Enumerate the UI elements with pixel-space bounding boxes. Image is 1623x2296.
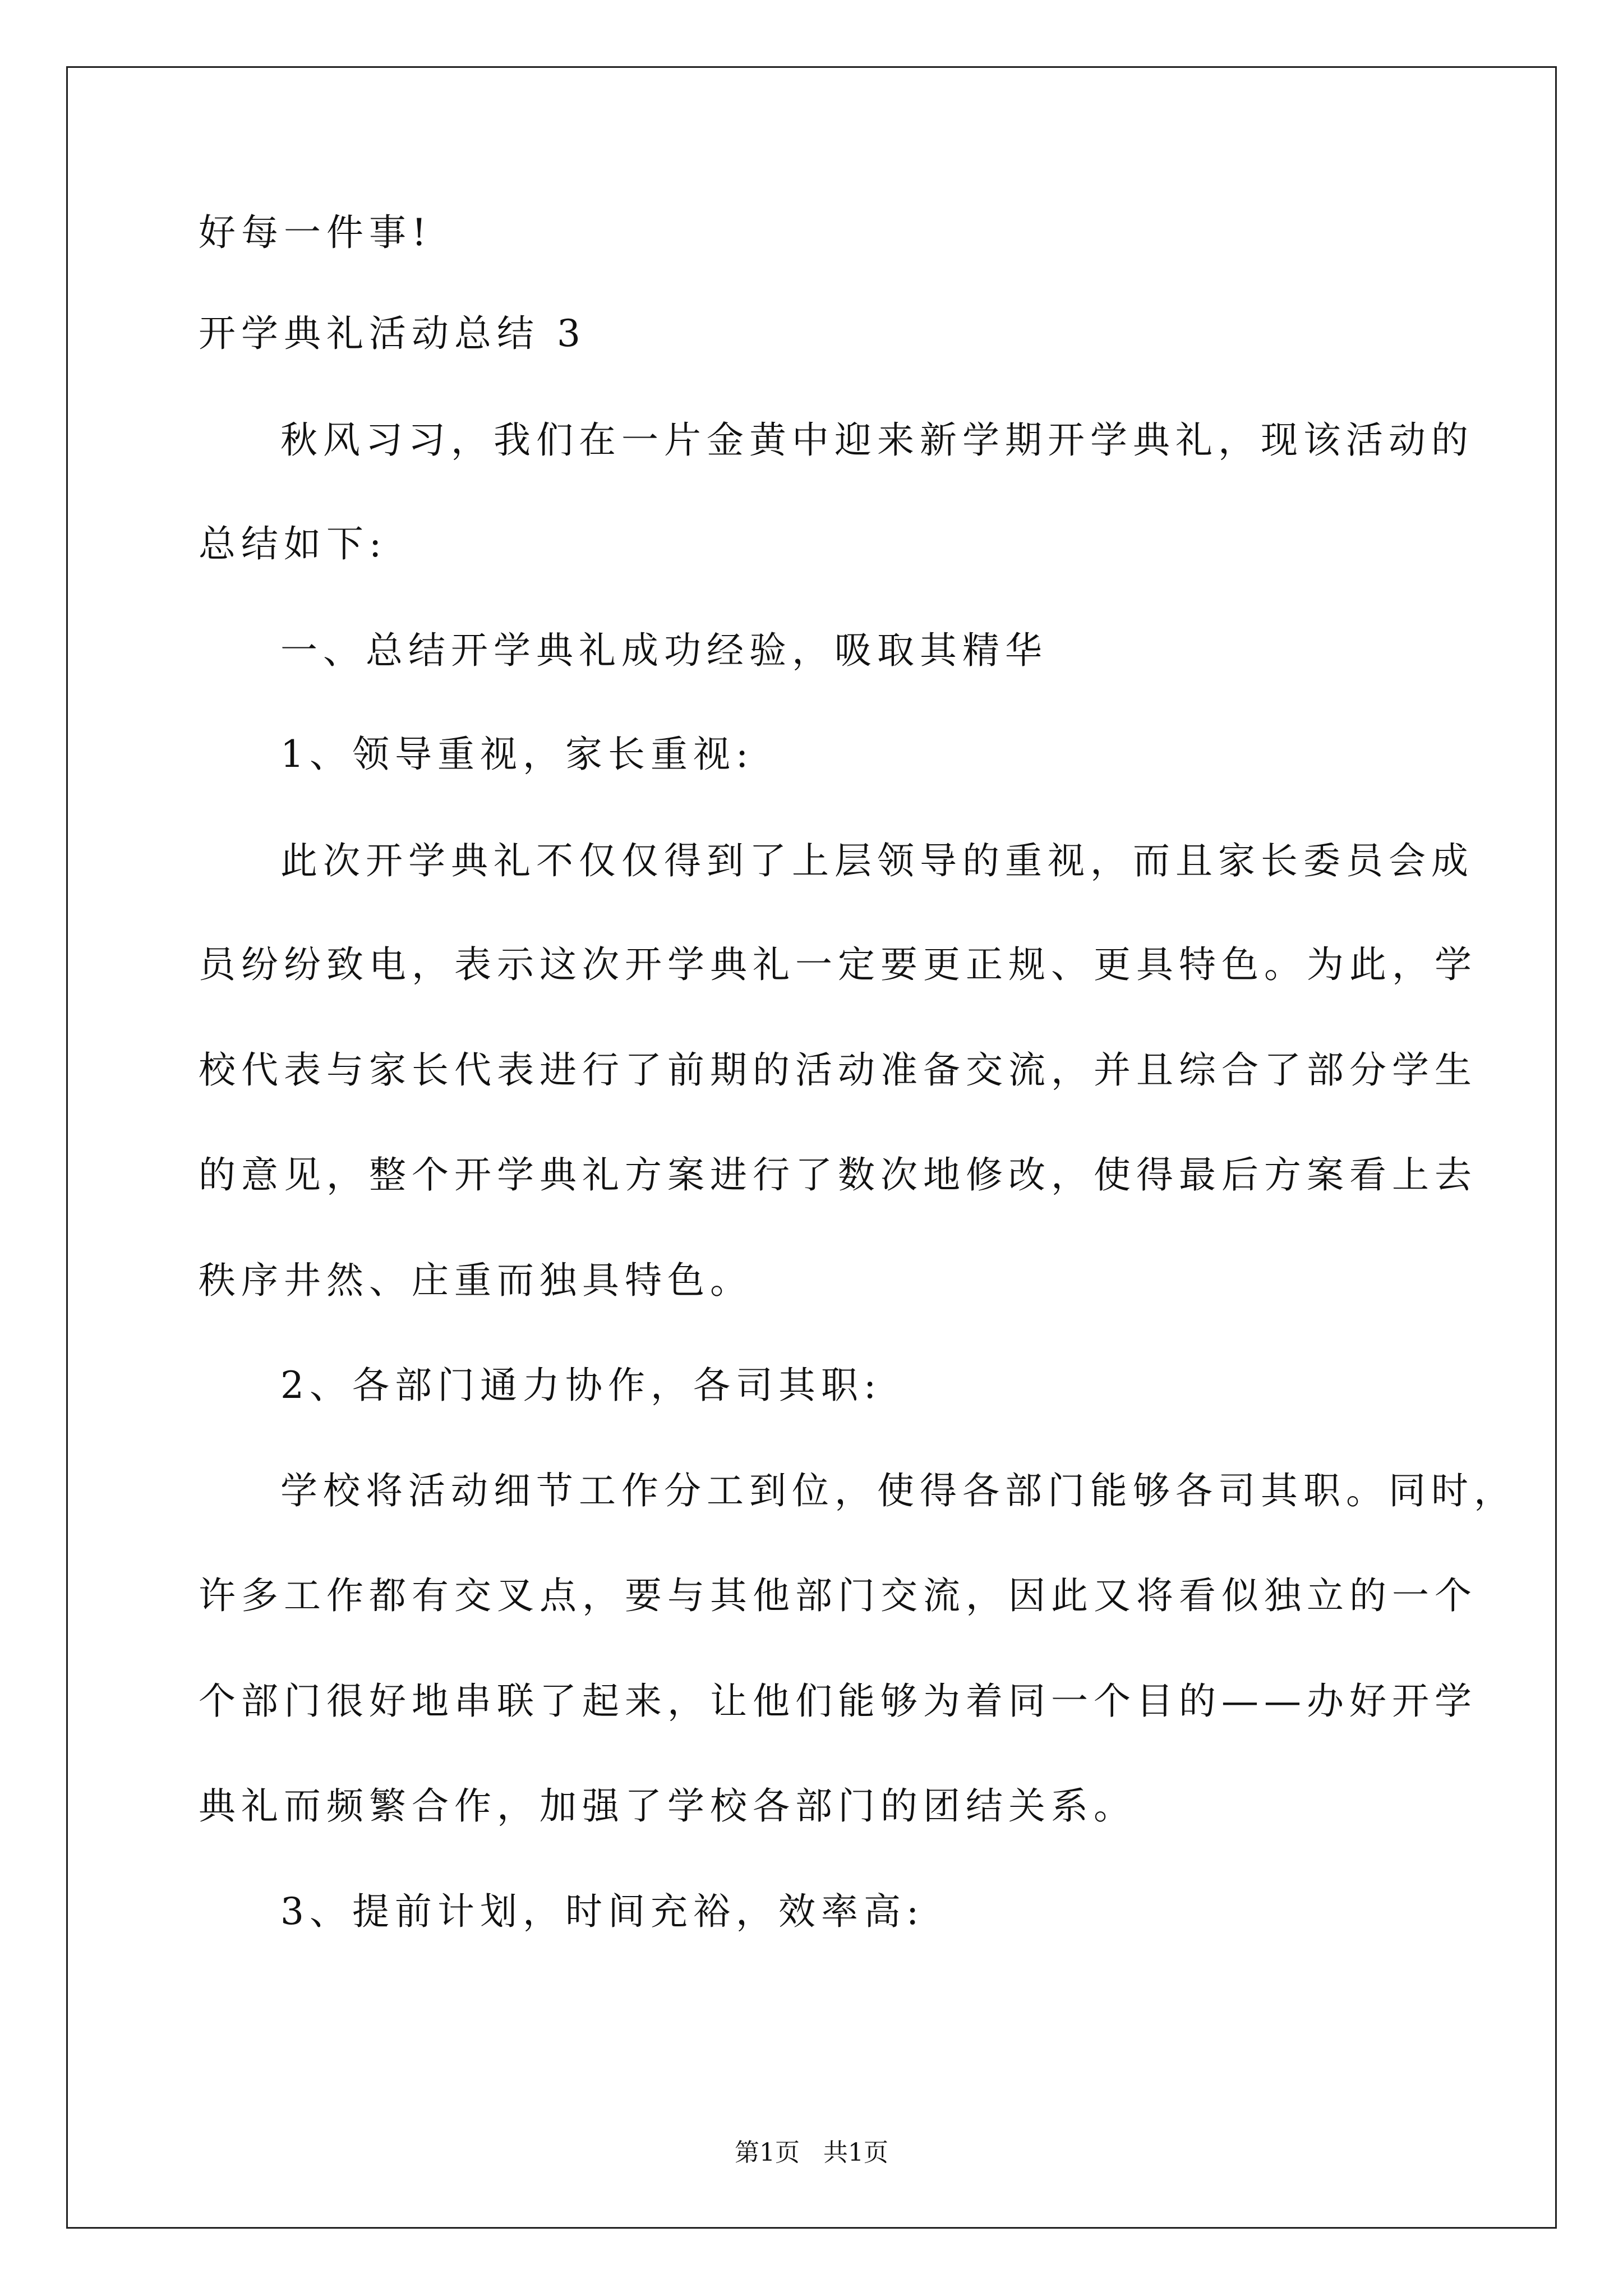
text-line-9: 校代表与家长代表进行了前期的活动准备交流，并且综合了部分学生: [199, 1048, 1477, 1092]
subheading-two: 2、各部门通力协作，各司其职:: [280, 1364, 882, 1407]
text-line-1: 好每一件事!: [199, 211, 432, 254]
text-line-3: 秋风习习，我们在一片金黄中迎来新学期开学典礼，现该活动的: [280, 418, 1474, 462]
section-title: 开学典礼活动总结 3: [199, 312, 586, 355]
text-line-11: 秩序井然、庄重而独具特色。: [199, 1259, 753, 1302]
heading-one: 一、总结开学典礼成功经验，吸取其精华: [280, 629, 1048, 672]
text-line-10: 的意见，整个开学典礼方案进行了数次地修改，使得最后方案看上去: [199, 1153, 1477, 1197]
text-line-7: 此次开学典礼不仅仅得到了上层领导的重视，而且家长委员会成: [280, 839, 1474, 882]
text-line-14: 许多工作都有交叉点，要与其他部门交流，因此又将看似独立的一个: [199, 1574, 1477, 1617]
text-line-16: 典礼而频繁合作，加强了学校各部门的团结关系。: [199, 1784, 1136, 1828]
subheading-one: 1、领导重视，家长重视:: [280, 733, 754, 776]
text-line-13: 学校将活动细节工作分工到位，使得各部门能够各司其职。同时，: [280, 1469, 1516, 1512]
text-line-15: 个部门很好地串联了起来，让他们能够为着同一个目的——办好开学: [199, 1680, 1477, 1723]
subheading-three: 3、提前计划，时间充裕，效率高:: [280, 1890, 925, 1933]
text-line-4: 总结如下:: [199, 522, 388, 565]
text-line-8: 员纷纷致电，表示这次开学典礼一定要更正规、更具特色。为此，学: [199, 943, 1477, 986]
page-footer: 第1页 共1页: [735, 2138, 888, 2167]
